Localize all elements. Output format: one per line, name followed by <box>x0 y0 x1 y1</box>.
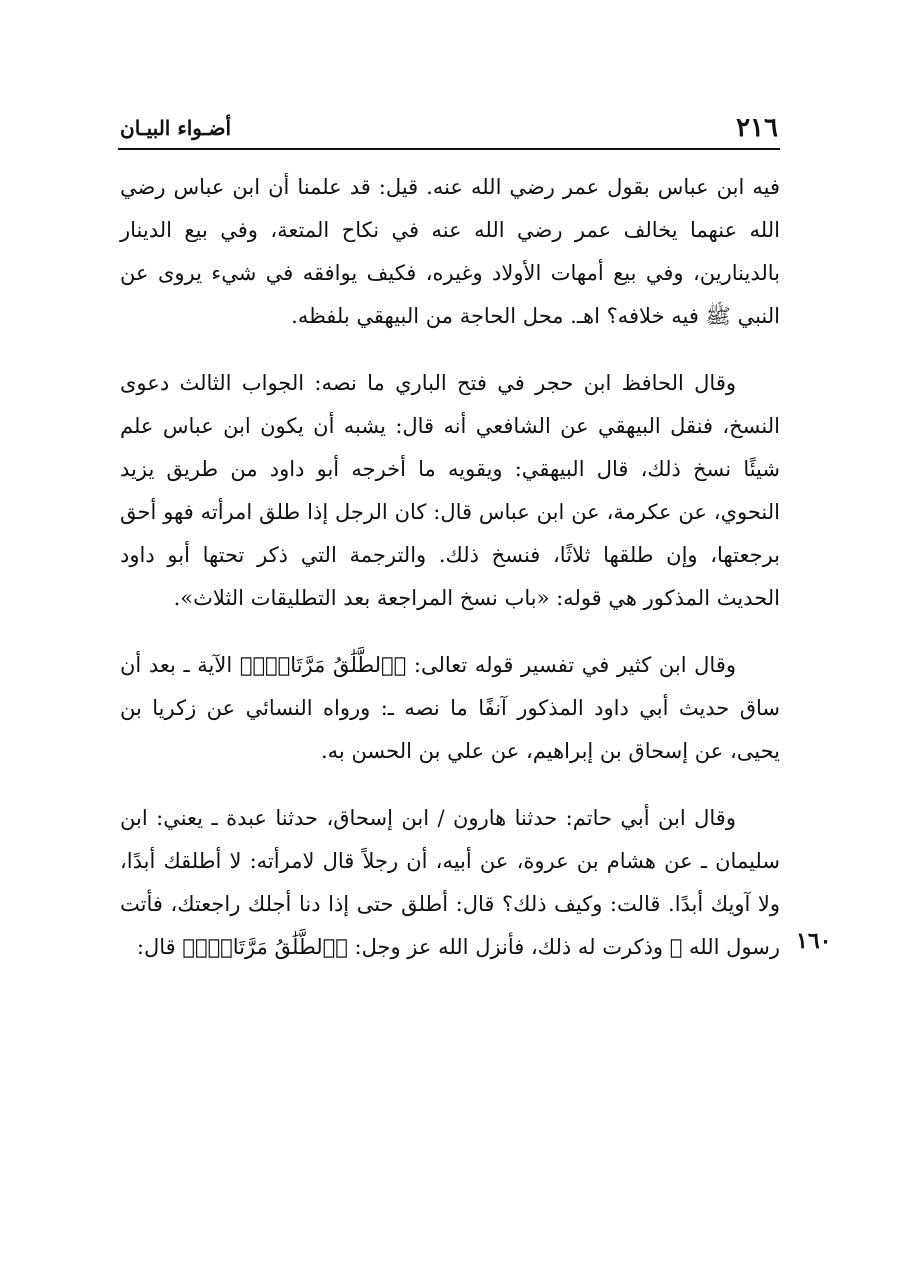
page-number: ٢١٦ <box>736 113 778 143</box>
body-text <box>120 166 780 993</box>
paragraph-1: فيه ابن عباس بقول عمر رضي الله عنه. قيل: قد علمنا أن ابن عباس رضي الله عنهما يخالف عمر رضي الله عنه في نكاح المتعة، وفي بيع الدينار بالدينارين، وفي بيع أمهات الأولاد وغيره، فكيف يوافقه في شيء يروى عن النبي ﷺ فيه خلافه؟ اهـ. محل الحاجة من البيهقي بلفظه. <box>120 175 780 328</box>
running-title: أضـواء البيـان <box>120 116 232 140</box>
paragraph-3: وقال ابن كثير في تفسير قوله تعالى: ﴿ٱلطَّلَٰقُ مَرَّتَانِۖ﴾ الآية ـ بعد أن ساق حديث أبي داود المذكور آنفًا ما نصه ـ: ورواه النسائي عن زكريا بن يحيى، عن إسحاق بن إبراهيم، عن علي بن الحسن به. <box>120 653 781 763</box>
paragraph-2: وقال الحافظ ابن حجر في فتح الباري ما نصه: الجواب الثالث دعوى النسخ، فنقل البيهقي عن الشافعي أنه قال: يشبه أن يكون ابن عباس علم شيئًا نسخ ذلك، قال البيهقي: ويقويه ما أخرجه أبو داود من طريق يزيد النحوي، عن عكرمة، عن ابن عباس قال: كان الرجل إذا طلق امرأته فهو أحق برجعتها، وإن طلقها ثلاثًا، فنسخ ذلك. والترجمة التي ذكر تحتها أبو داود الحديث المذكور هي قوله: «باب نسخ المراجعة بعد التطليقات الثلاث». <box>120 371 780 610</box>
page-header <box>118 108 778 148</box>
margin-page-reference: ١٦٠ <box>796 928 832 954</box>
paragraph-4: وقال ابن أبي حاتم: حدثنا هارون / ابن إسحاق، حدثنا عبدة ـ يعني: ابن سليمان ـ عن هشام بن عروة، عن أبيه، أن رجلاً قال لامرأته: لا أطلقك أبدًا، ولا آويك أبدًا. قالت: وكيف ذلك؟ قال: أطلق حتى إذا دنا أجلك راجعتك، فأتت رسول الله ﷺ وذكرت له ذلك، فأنزل الله عز وجل: ﴿ٱلطَّلَٰقُ مَرَّتَانِۖ﴾ قال: <box>120 806 780 959</box>
header-rule <box>118 148 780 150</box>
